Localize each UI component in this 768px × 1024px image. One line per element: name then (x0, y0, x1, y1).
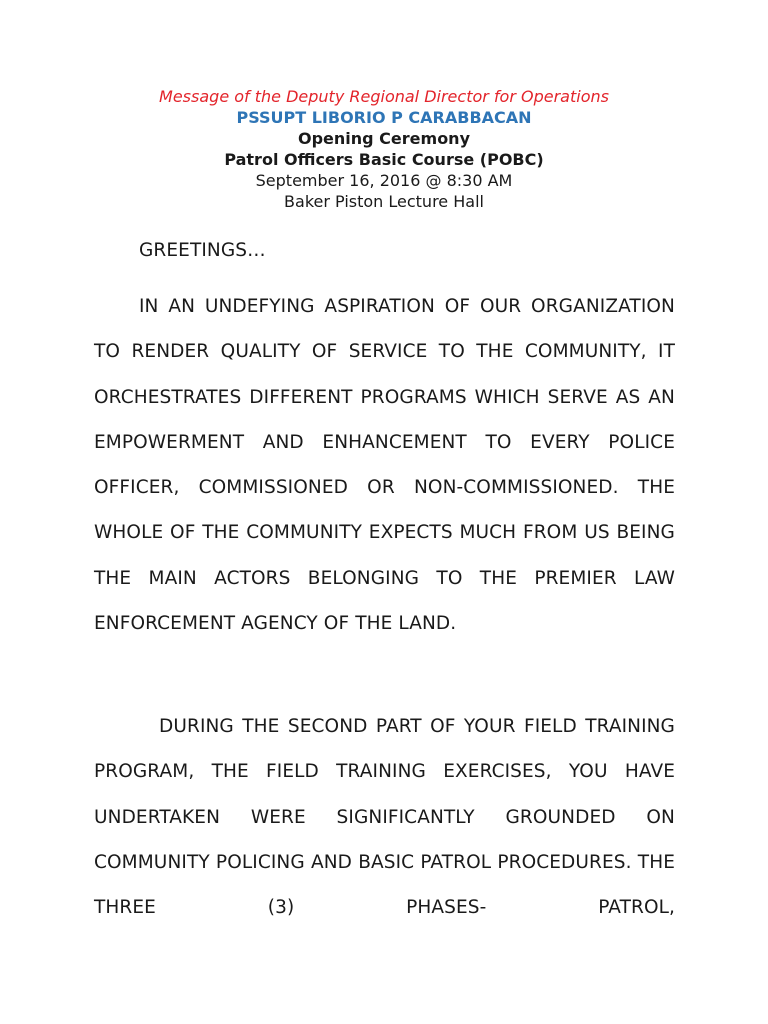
event-venue: Baker Piston Lecture Hall (284, 192, 484, 211)
event-date: September 16, 2016 @ 8:30 AM (255, 171, 513, 190)
document-header (0, 86, 768, 212)
course-title: Patrol Officers Basic Course (POBC) (224, 150, 544, 169)
event-title: Opening Ceremony (297, 129, 470, 148)
greeting-text: GREETINGS… (139, 240, 266, 261)
speaker-name: PSSUPT LIBORIO P CARABBACAN (236, 108, 532, 127)
paragraph-1: IN AN UNDEFYING ASPIRATION OF OUR ORGANIZATION TO RENDER QUALITY OF SERVICE TO THE COMMUNITY, IT ORCHESTRATES DIFFERENT PROGRAMS WHICH SERVE AS AN EMPOWERMENT AND ENHANCEMENT TO EVERY POLICE OFFICER, COMMISSIONED OR NON-COMMISSIONED. THE WHOLE OF THE COMMUNITY EXPECTS MUCH FROM US BEING THE MAIN ACTORS BELONGING TO THE PREMIER LAW ENFORCEMENT AGENCY OF THE LAND. (94, 296, 675, 635)
message-title: Message of the Deputy Regional Director for Operations (159, 87, 609, 106)
paragraph-2: DURING THE SECOND PART OF YOUR FIELD TRAINING PROGRAM, THE FIELD TRAINING EXERCISES, YOU HAVE UNDERTAKEN WERE SIGNIFICANTLY GROUNDED ON COMMUNITY POLICING AND BASIC PATROL PROCEDURES. THE THREE (3) PHASES- PATROL, (94, 716, 675, 919)
